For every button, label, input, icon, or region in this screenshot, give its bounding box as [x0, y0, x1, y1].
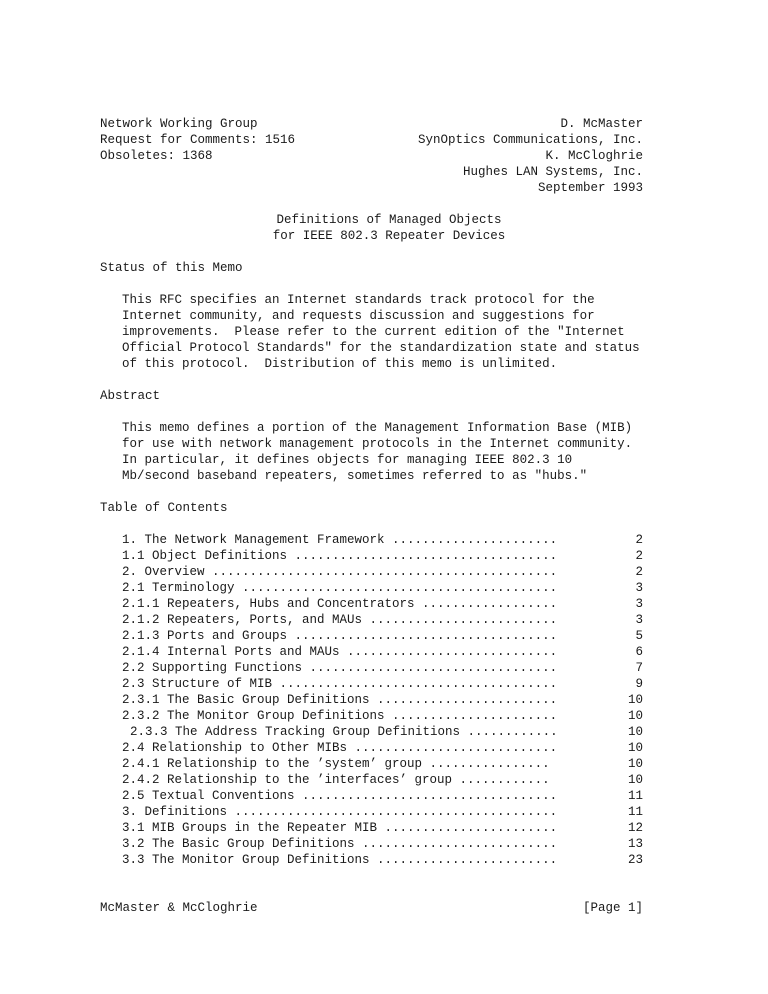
- toc-entry-page: 2: [635, 565, 643, 579]
- toc-entry-title: 2.4.1 Relationship to the ’system’ group ................: [122, 757, 550, 771]
- toc-entry-page: 23: [627, 853, 643, 867]
- toc-entry-title: 3. Definitions ...........................................: [122, 805, 558, 819]
- abstract-text-line: This memo defines a portion of the Management Information Base (MIB): [122, 421, 633, 435]
- status-text-line: of this protocol. Distribution of this memo is unlimited.: [122, 357, 558, 371]
- toc-entry-page: 5: [635, 629, 643, 643]
- document-title-line-1: Definitions of Managed Objects: [276, 213, 502, 227]
- toc-entry: [122, 564, 643, 580]
- toc-entry-title: 2.1.1 Repeaters, Hubs and Concentrators ..................: [122, 597, 558, 611]
- abstract-text-line: for use with network management protocols in the Internet community.: [122, 437, 633, 451]
- header-obsoletes: Obsoletes: 1368: [100, 149, 213, 163]
- toc-entry-title: 2.1.4 Internal Ports and MAUs ............................: [122, 645, 558, 659]
- header-rfc-number: Request for Comments: 1516: [100, 133, 296, 147]
- toc-entry-page: 2: [635, 549, 643, 563]
- toc-entry: [122, 804, 643, 820]
- toc-entry-title: 2.4 Relationship to Other MIBs ...........................: [122, 741, 558, 755]
- toc-entry: [122, 612, 643, 628]
- toc-entry: [122, 596, 643, 612]
- toc-heading: Table of Contents: [100, 501, 228, 515]
- toc-entry-title: 2.3.3 The Address Tracking Group Definitions ............: [130, 725, 558, 739]
- abstract-text-line: Mb/second baseband repeaters, sometimes referred to as "hubs.": [122, 469, 588, 483]
- toc-entry: [122, 548, 643, 564]
- status-text-line: Internet community, and requests discussion and suggestions for: [122, 309, 595, 323]
- abstract-text-line: In particular, it defines objects for managing IEEE 802.3 10: [122, 453, 573, 467]
- toc-entry: [122, 532, 643, 548]
- toc-entry-title: 2.3.1 The Basic Group Definitions ........................: [122, 693, 558, 707]
- toc-entry: [122, 756, 643, 772]
- header-author-2: K. McCloghrie: [545, 149, 643, 163]
- toc-entry-title: 2.5 Textual Conventions ..................................: [122, 789, 558, 803]
- header-working-group: Network Working Group: [100, 117, 258, 131]
- toc-entry-page: 11: [627, 789, 643, 803]
- status-heading: Status of this Memo: [100, 261, 243, 275]
- toc-entry-page: 10: [627, 757, 643, 771]
- toc-entry-title: 2.1.3 Ports and Groups ...................................: [122, 629, 558, 643]
- toc-entry-page: 10: [627, 693, 643, 707]
- status-text-line: Official Protocol Standards" for the standardization state and status: [122, 341, 640, 355]
- toc-entry: [122, 724, 643, 740]
- footer-page-number: [Page 1]: [582, 901, 643, 915]
- toc-entry-page: 2: [635, 533, 643, 547]
- toc-entry-page: 6: [635, 645, 643, 659]
- toc-entry-page: 7: [635, 661, 643, 675]
- toc-entry: [122, 708, 643, 724]
- toc-entry-page: 12: [627, 821, 643, 835]
- toc-entry-page: 10: [627, 741, 643, 755]
- toc-entry-title: 2.1 Terminology ..........................................: [122, 581, 558, 595]
- toc-entry-title: 3.3 The Monitor Group Definitions ........................: [122, 853, 558, 867]
- toc-entry-page: 9: [635, 677, 643, 691]
- toc-entry-page: 10: [627, 773, 643, 787]
- header-author-1: D. McMaster: [560, 117, 643, 131]
- toc-entry: [122, 852, 643, 868]
- toc-entry-title: 2.3 Structure of MIB .....................................: [122, 677, 558, 691]
- toc-entry: [122, 740, 643, 756]
- toc-entry: [122, 660, 643, 676]
- toc-entry: [122, 820, 643, 836]
- toc-entry: [122, 628, 643, 644]
- toc-entry-title: 1.1 Object Definitions ...................................: [122, 549, 558, 563]
- toc-entry: [122, 772, 643, 788]
- toc-entry-page: 10: [627, 709, 643, 723]
- toc-entry: [122, 644, 643, 660]
- toc-entry-page: 3: [635, 597, 643, 611]
- toc-entry-page: 11: [627, 805, 643, 819]
- toc-entry-title: 3.1 MIB Groups in the Repeater MIB .......................: [122, 821, 558, 835]
- toc-entry-page: 10: [627, 725, 643, 739]
- status-text-line: This RFC specifies an Internet standards track protocol for the: [122, 293, 595, 307]
- toc-entry-title: 2.1.2 Repeaters, Ports, and MAUs .........................: [122, 613, 558, 627]
- header-date: September 1993: [537, 181, 643, 195]
- toc-entry: [122, 692, 643, 708]
- toc-entry-title: 2. Overview ..............................................: [122, 565, 558, 579]
- status-text-line: improvements. Please refer to the current edition of the "Internet: [122, 325, 625, 339]
- abstract-heading: Abstract: [100, 389, 161, 403]
- toc-entry-title: 2.4.2 Relationship to the ’interfaces’ group ............: [122, 773, 550, 787]
- toc-entry-title: 2.3.2 The Monitor Group Definitions ......................: [122, 709, 558, 723]
- footer-authors: McMaster & McCloghrie: [100, 901, 258, 915]
- toc-entry-page: 3: [635, 613, 643, 627]
- toc-entry-title: 2.2 Supporting Functions .................................: [122, 661, 558, 675]
- header-org-2: Hughes LAN Systems, Inc.: [462, 165, 643, 179]
- toc-entry-page: 13: [627, 837, 643, 851]
- toc-entry-title: 1. The Network Management Framework ......................: [122, 533, 558, 547]
- document-title-line-2: for IEEE 802.3 Repeater Devices: [272, 229, 506, 243]
- toc-entry-page: 3: [635, 581, 643, 595]
- header-org-1: SynOptics Communications, Inc.: [417, 133, 643, 147]
- toc-entry: [122, 676, 643, 692]
- toc-entry-title: 3.2 The Basic Group Definitions ..........................: [122, 837, 558, 851]
- toc-entry: [122, 580, 643, 596]
- toc-entry: [122, 788, 643, 804]
- toc-entry: [122, 836, 643, 852]
